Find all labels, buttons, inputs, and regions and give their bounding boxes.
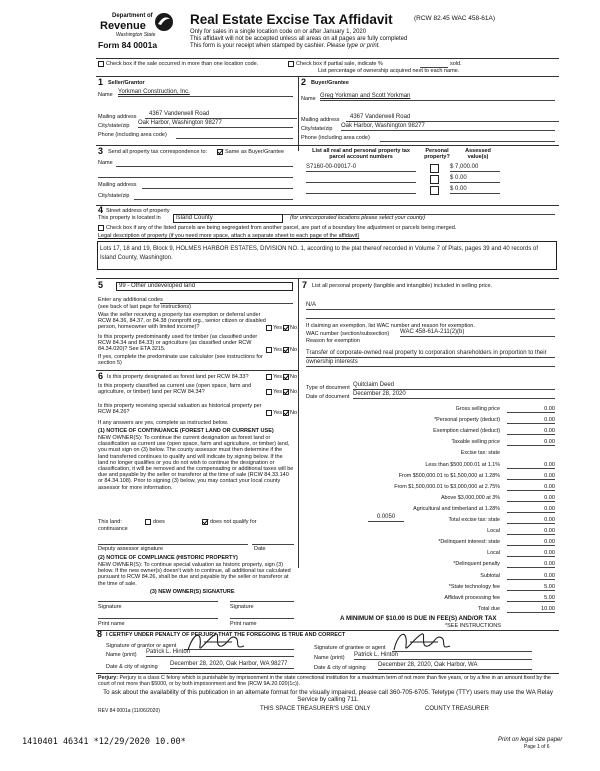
if-any-yes: If any answers are yes, complete as instructed below. <box>98 420 229 426</box>
multi-location-checkbox[interactable] <box>98 61 104 67</box>
calc-row-label: Gross selling price <box>455 406 500 412</box>
segregated-label: Check box if any of the listed parcels are being segregated from another parcel, are part of a boundary line adjustment or parcels being merged. <box>106 225 457 231</box>
personal-property-line-2 <box>306 318 555 319</box>
land-use-select[interactable] <box>116 282 293 291</box>
street-address-label: Street address of property <box>106 208 170 214</box>
see-instructions-note: *SEE INSTRUCTIONS <box>445 623 501 629</box>
section-8-number: 8 <box>97 629 103 639</box>
form-number: Form 84 0001a <box>98 40 158 50</box>
section6-q2: Is this property classified as current use (open space, farm and agriculture, or timber) land per RCW 84.34? <box>98 383 252 396</box>
form-title: Real Estate Excise Tax Affidavit <box>190 12 393 27</box>
grantor-date-label: Date & city of signing <box>106 664 158 670</box>
calc-row-value[interactable]: 0.00 <box>507 506 555 513</box>
county-select[interactable] <box>173 214 283 223</box>
calc-row-label: Above $3,000,000 at 3% <box>440 494 500 501</box>
buyer-mailing-field[interactable]: 4367 Vanderwell Road <box>346 114 559 122</box>
calc-row-value[interactable]: 0.00 <box>507 406 555 413</box>
calc-row-label: Taxable selling price <box>451 439 500 446</box>
additional-codes-label: Enter any additional codes <box>98 297 163 303</box>
subtitle-3-wrap <box>190 43 380 50</box>
personal-property-checkbox-1[interactable] <box>430 164 439 173</box>
legal-description-text: Lots 17, 18 and 19, Block 9, HOLMES HARBOR ESTATES, DIVISION NO. 1, according to the plat thereof recorded in Volume 7 of Plats, pages 39 and 40 records of Island County, Washington. <box>100 246 538 261</box>
subtitle-2: This affidavit will not be accepted unless all areas on all pages are fully completed <box>190 36 408 42</box>
calc-row-value[interactable]: 0.00 <box>507 561 555 568</box>
q2-yes-checkbox[interactable] <box>266 347 272 353</box>
calc-row-label: From $500,000.01 to $1,500,000 at 1.28% <box>398 472 500 479</box>
subtitle-3: This form is your receipt when stamped by cashier. <box>190 43 326 49</box>
parcels-col3-header: Assessed value(s) <box>465 148 491 161</box>
multi-location-label: Check box if the sale occurred in more than one location code. <box>106 61 259 67</box>
doc-type-label: Type of document <box>306 385 350 391</box>
s6q3-yes-label: Yes <box>273 410 282 416</box>
land-does-not-label: does not qualify for <box>210 519 257 525</box>
same-as-buyer-checkbox[interactable] <box>217 149 223 155</box>
section6-q1: Is this property designated as forest land per RCW 84.33? <box>107 374 249 380</box>
land-does-checkbox[interactable] <box>145 519 151 525</box>
land-use-value: 99 - Other undeveloped land <box>119 283 196 289</box>
seller-name-label: Name <box>98 92 113 98</box>
legal-description-field[interactable] <box>97 241 557 270</box>
calc-row-value[interactable]: 0.00 <box>507 417 555 424</box>
calc-row-value[interactable]: 0.00 <box>507 428 555 435</box>
calc-row-value[interactable]: 0.00 <box>507 473 555 480</box>
buyer-phone-label: Phone (including area code) <box>301 135 370 141</box>
grantee-name-label: Name (print) <box>314 655 345 661</box>
section-6-number: 6 <box>98 371 104 381</box>
s6q3-no-checkbox[interactable] <box>283 410 289 416</box>
county-treasurer-label: COUNTY TREASURER <box>425 706 489 712</box>
parcel-number-2[interactable] <box>306 175 416 183</box>
calc-row-label: Local <box>487 550 500 557</box>
s6q1-no-checkbox[interactable] <box>283 374 289 380</box>
new-owner-sig-field-1[interactable] <box>98 601 218 602</box>
q1-no-checkbox[interactable] <box>283 325 289 331</box>
new-owner-print-field-1[interactable] <box>98 618 218 619</box>
perjury-label: Perjury: <box>98 675 119 681</box>
deputy-date-label: Date <box>254 546 266 552</box>
new-owner-sig-label-2: Signature <box>230 604 254 610</box>
calc-row-label: *Personal property (deduct) <box>434 417 500 424</box>
subtitle-3b: Please type or print. <box>326 43 381 49</box>
grantor-sig-label: Signature of grantor or agent <box>106 643 177 649</box>
recording-stamp: 1410401 46341 *12/29/2020 10.00* <box>22 737 186 747</box>
calc-row-value[interactable]: 0.00 <box>507 495 555 502</box>
parcel-value-2[interactable]: $ 0.00 <box>450 175 500 183</box>
section5-q2: Is this property predominantly used for timber (as classified under RCW 84.34 and 84.33) or agriculture (as classified under RCW 84.34.020)? See ETA 3215. <box>98 334 258 353</box>
reason-label: Reason for exemption <box>306 338 360 344</box>
calc-row-label: Subtotal <box>480 572 500 579</box>
calc-row-value[interactable]: 0.00 <box>507 462 555 469</box>
wac-field[interactable]: WAC 458-61A-211(2)(b) <box>400 329 555 337</box>
same-as-buyer-label: Same as Buyer/Grantee <box>225 149 285 155</box>
grantee-name-field[interactable]: Patrick L. Hinton <box>354 652 532 660</box>
s6q2-no-label: No <box>290 389 298 395</box>
grantor-date-field[interactable]: December 28, 2020, Oak Harbor, WA 98277 <box>170 661 294 669</box>
grantor-name-field[interactable]: Patrick L. Hinton <box>146 649 294 657</box>
treasurer-only-label: THIS SPACE TREASURER'S USE ONLY <box>260 706 371 712</box>
calc-row-value[interactable]: 0.00 <box>507 550 555 557</box>
calc-row-label: *State technology fee <box>448 583 500 590</box>
calc-row-value[interactable]: 0.00 <box>507 573 555 580</box>
calc-row-value[interactable]: 5.00 <box>507 584 555 591</box>
s6q2-yes-label: Yes <box>273 389 282 395</box>
partial-sale-label: Check box if partial sale, indicate % <box>296 61 383 67</box>
calc-row-label: Total excise tax: state <box>448 517 500 523</box>
buyer-mailing-label: Mailing address <box>301 117 340 123</box>
section6-q3: Is this property receiving special valuation as historical property per RCW 84.26? <box>98 403 262 416</box>
calc-row-label: *Delinquent interest: state <box>438 539 500 546</box>
buyer-phone-field[interactable] <box>380 141 555 142</box>
parcel-number-1[interactable]: S7160-00-09017-0 <box>306 164 416 172</box>
s6q1-no-label: No <box>290 374 298 380</box>
perjury-text <box>98 675 558 687</box>
dor-swoosh-icon <box>154 12 174 32</box>
reason-line-1 <box>306 357 555 358</box>
section3-city-label: City/state/zip <box>98 193 130 199</box>
calc-row-label: Exemption claimed (deduct) <box>433 428 500 435</box>
exemption-question: If claiming an exemption, list WAC number and reason for exemption. <box>306 323 475 329</box>
alternate-format-text: To ask about the availability of this publication in an alternate format for the visually impaired, please call 360-705-6705. Teletype (TTY) users may use the WA Relay Service by calling 711. <box>103 689 553 703</box>
print-legal-note: Print on legal size paper <box>498 737 563 743</box>
wac-label: WAC number (section/subsection) <box>306 331 390 337</box>
reason-line-2 <box>306 366 555 367</box>
notice-continuance-title: (1) NOTICE OF CONTINUANCE (FOREST LAND OR CURRENT USE) <box>98 428 274 434</box>
seller-name-field[interactable]: Yorkman Construction, Inc. <box>118 89 293 97</box>
revision-number: REV 84 0001a (11/06/2020) <box>98 708 160 714</box>
s6q1-yes-label: Yes <box>273 374 282 380</box>
subtitle-1: Only for sales in a single location code on or after January 1, 2020 <box>190 29 367 35</box>
doc-date-label: Date of document <box>306 394 350 400</box>
calc-row-label: Affidavit processing fee <box>444 594 500 601</box>
perjury-body: Perjury is a class C felony which is punishable by imprisonment in the state correctional institution for a maximum term of not more than five years, or by a fine in an amount fixed by the court of not more than $5000, or by both imprisonment and fine (RCW 9A.20.020(1c)). <box>98 675 551 688</box>
segregated-checkbox[interactable] <box>98 225 104 231</box>
agency-line1: Department of <box>112 13 153 19</box>
grantee-date-field[interactable]: December 28, 2020, Oak Harbor, WA <box>378 662 532 670</box>
seller-phone-field[interactable] <box>176 138 293 139</box>
calc-row-label: Less than $500,000.01 at 1.1% <box>425 461 500 468</box>
seller-mailing-field[interactable]: 4367 Vanderwell Road <box>145 111 297 119</box>
personal-property-checkbox-2[interactable] <box>430 175 439 184</box>
calc-row-value[interactable]: 0.00 <box>507 528 555 535</box>
doc-type-field[interactable]: Quitclaim Deed <box>353 382 555 390</box>
buyer-city-field[interactable]: Oak Harbor, Washington 98277 <box>341 123 555 131</box>
grantor-name-label: Name (print) <box>106 652 137 658</box>
q2-no-label: No <box>290 347 298 353</box>
buyer-name-label: Name <box>301 96 316 102</box>
seller-city-field[interactable]: Oak Harbor, Washington 98277 <box>138 120 293 128</box>
section3-mailing-field[interactable] <box>142 188 293 189</box>
calc-row-label: Local <box>487 528 500 535</box>
new-owner-sig-heading: (3) NEW OWNER(S) SIGNATURE <box>150 589 235 595</box>
buyer-city-label: City/state/zip <box>301 126 333 132</box>
certify-statement: I CERTIFY UNDER PENALTY OF PERJURY THAT THE FOREGOING IS TRUE AND CORRECT <box>106 632 346 638</box>
s6q1-yes-checkbox[interactable] <box>266 374 272 380</box>
page-number: Page 1 of 6 <box>524 744 550 750</box>
personal-property-value[interactable]: N/A <box>306 302 317 308</box>
section-2-number: 2 <box>301 77 307 87</box>
deputy-date-field[interactable] <box>252 544 294 545</box>
seller-phone-label: Phone (including area code) <box>98 132 167 138</box>
county-value: Island County <box>176 215 213 221</box>
partial-list-label: List percentage of ownership acquired next to each name. <box>318 68 460 74</box>
agency-line3: Washington State <box>116 32 156 38</box>
section-3-number: 3 <box>98 146 104 156</box>
buyer-name-field[interactable]: Greg Yorkman and Scott Yorkman <box>320 93 555 101</box>
new-owner-print-label-2: Print name <box>230 621 257 627</box>
notice-continuance-text: NEW OWNER(S): To continue the current designation as forest land or classification as current use (open space, farm and agriculture, or timber) land, you must sign on (3) below. The county assessor must then determine if the land transferred continues to qualify and will indicate by signing below. If the land no longer qualifies or you do not wish to continue the designation or classification, it will be removed and the compensating or additional taxes will be due and payable by the seller or transferor at the time of sale (RCW 84.33.140 or 84.34.108). Prior to signing (3) below, you may contact your local county assessor for more information. <box>98 435 294 491</box>
land-does-not-checkbox[interactable] <box>202 519 208 525</box>
section5-q2b: If yes, complete the predominate use calculator (see instructions for section 5) <box>98 354 263 367</box>
section-4-number: 4 <box>98 205 104 215</box>
legal-description-label: Legal description of property (if you need more space, attach a separate sheet to each page of the affidavit) <box>98 233 360 239</box>
local-rate-field[interactable]: 0.0050 <box>368 514 404 522</box>
parcels-col2-header: Personal property? <box>424 148 450 161</box>
parcels-col1-header: List all real and personal property tax parcel account numbers <box>312 148 410 161</box>
parcel-value-3[interactable]: $ 0.00 <box>450 186 500 194</box>
form-title-rcw: (RCW 82.45 WAC 458-61A) <box>414 15 496 22</box>
q1-no-label: No <box>290 325 298 331</box>
reason-field[interactable]: Transfer of corporate-owned real property to corporation shareholders in proportion to their ownership interests <box>306 350 547 365</box>
doc-date-field[interactable]: December 28, 2020 <box>353 391 555 399</box>
continuance-label: continuance <box>98 526 128 532</box>
calc-row-value[interactable]: 5.00 <box>507 595 555 602</box>
deputy-signature-label: Deputy assessor signature <box>98 546 164 552</box>
section-7-number: 7 <box>302 280 308 290</box>
calc-row-value[interactable]: 0.00 <box>507 484 555 491</box>
unincorporated-note: (for unincorporated locations please select your county) <box>290 215 426 221</box>
personal-property-checkbox-3[interactable] <box>430 186 439 195</box>
calc-row-label: From $1,500,000.01 to $3,000,000 at 2.75% <box>394 483 500 490</box>
seller-heading: Seller/Grantor <box>108 80 145 86</box>
seller-city-label: City/state/zip <box>98 123 130 129</box>
q2-no-checkbox[interactable] <box>283 347 289 353</box>
section3-mailing-label: Mailing address <box>98 182 137 188</box>
buyer-heading: Buyer/Grantee <box>311 80 349 86</box>
calc-row-label: Agricultural and timberland at 1.28% <box>413 505 500 512</box>
s6q2-yes-checkbox[interactable] <box>266 389 272 395</box>
partial-sale-checkbox[interactable] <box>288 61 294 67</box>
calc-row-value[interactable]: 0.00 <box>507 539 555 546</box>
notice-compliance-title: (2) NOTICE OF COMPLIANCE (HISTORIC PROPERTY) <box>98 555 238 561</box>
calc-row-label: Total due <box>478 605 500 612</box>
calc-row-label: Excise tax: state <box>460 450 500 457</box>
calc-row-value[interactable]: 0.00 <box>507 439 555 446</box>
s6q2-no-checkbox[interactable] <box>283 389 289 395</box>
land-does-label: does <box>153 519 165 525</box>
section-1-number: 1 <box>98 77 104 87</box>
new-owner-sig-field-2[interactable] <box>230 601 294 602</box>
section3-name-label: Name <box>98 160 113 166</box>
notice-compliance-text: NEW OWNER(S): To continue special valuation as historic property, sign (3) below. If the new owner(s) doesn't wish to continue, all additional tax calculated pursuant to RCW 84.26, shall be due and payable by the seller or transferor at the time of sale. <box>98 562 291 587</box>
q1-yes-checkbox[interactable] <box>266 325 272 331</box>
calc-row-label: *Delinquent penalty <box>453 561 500 568</box>
this-land-label: This land: <box>98 519 122 525</box>
see-back-label: (see back of last page for instructions) <box>98 304 191 310</box>
q2-yes-label: Yes <box>273 347 282 353</box>
section5-q1: Was the seller receiving a property tax exemption or deferral under RCW 84.36, 84.37, or 84.38 (nonprofit org., senior citizen or disabled person, homeowner with limited income)? <box>98 312 266 331</box>
section7-heading: List all personal property (tangible and intangible) included in selling price. <box>312 283 493 289</box>
section3-name-field[interactable] <box>116 166 293 167</box>
partial-sold-label: sold. <box>450 61 462 67</box>
calc-row-value[interactable]: 0.00 <box>507 517 555 524</box>
section-5-number: 5 <box>98 280 104 290</box>
new-owner-sig-label-1: Signature <box>98 604 122 610</box>
parcel-value-1[interactable]: $ 7,000.00 <box>450 164 500 172</box>
parcel-number-3[interactable] <box>306 186 416 194</box>
section3-name-field-2[interactable] <box>98 177 293 178</box>
seller-mailing-label: Mailing address <box>98 114 137 120</box>
grantee-date-label: Date & city of signing <box>314 665 366 671</box>
s6q3-no-label: No <box>290 410 298 416</box>
minimum-due-note: A MINIMUM OF $10.00 IS DUE IN FEE(S) AND/OR TAX <box>340 615 497 622</box>
section3-city-field[interactable] <box>134 199 293 200</box>
agency-line2: Revenue <box>100 20 146 32</box>
calc-row-value[interactable]: 10.00 <box>507 606 555 613</box>
grantee-sig-label: Signature of grantee or agent <box>314 645 386 651</box>
section3-heading: Send all property tax correspondence to: <box>108 149 208 155</box>
s6q3-yes-checkbox[interactable] <box>266 410 272 416</box>
personal-property-line-1 <box>306 309 555 310</box>
located-in-label: This property is located in <box>98 215 161 221</box>
new-owner-print-label-1: Print name <box>98 621 125 627</box>
deputy-signature-field[interactable] <box>98 544 248 545</box>
q1-yes-label: Yes <box>273 325 282 331</box>
new-owner-print-field-2[interactable] <box>230 618 294 619</box>
